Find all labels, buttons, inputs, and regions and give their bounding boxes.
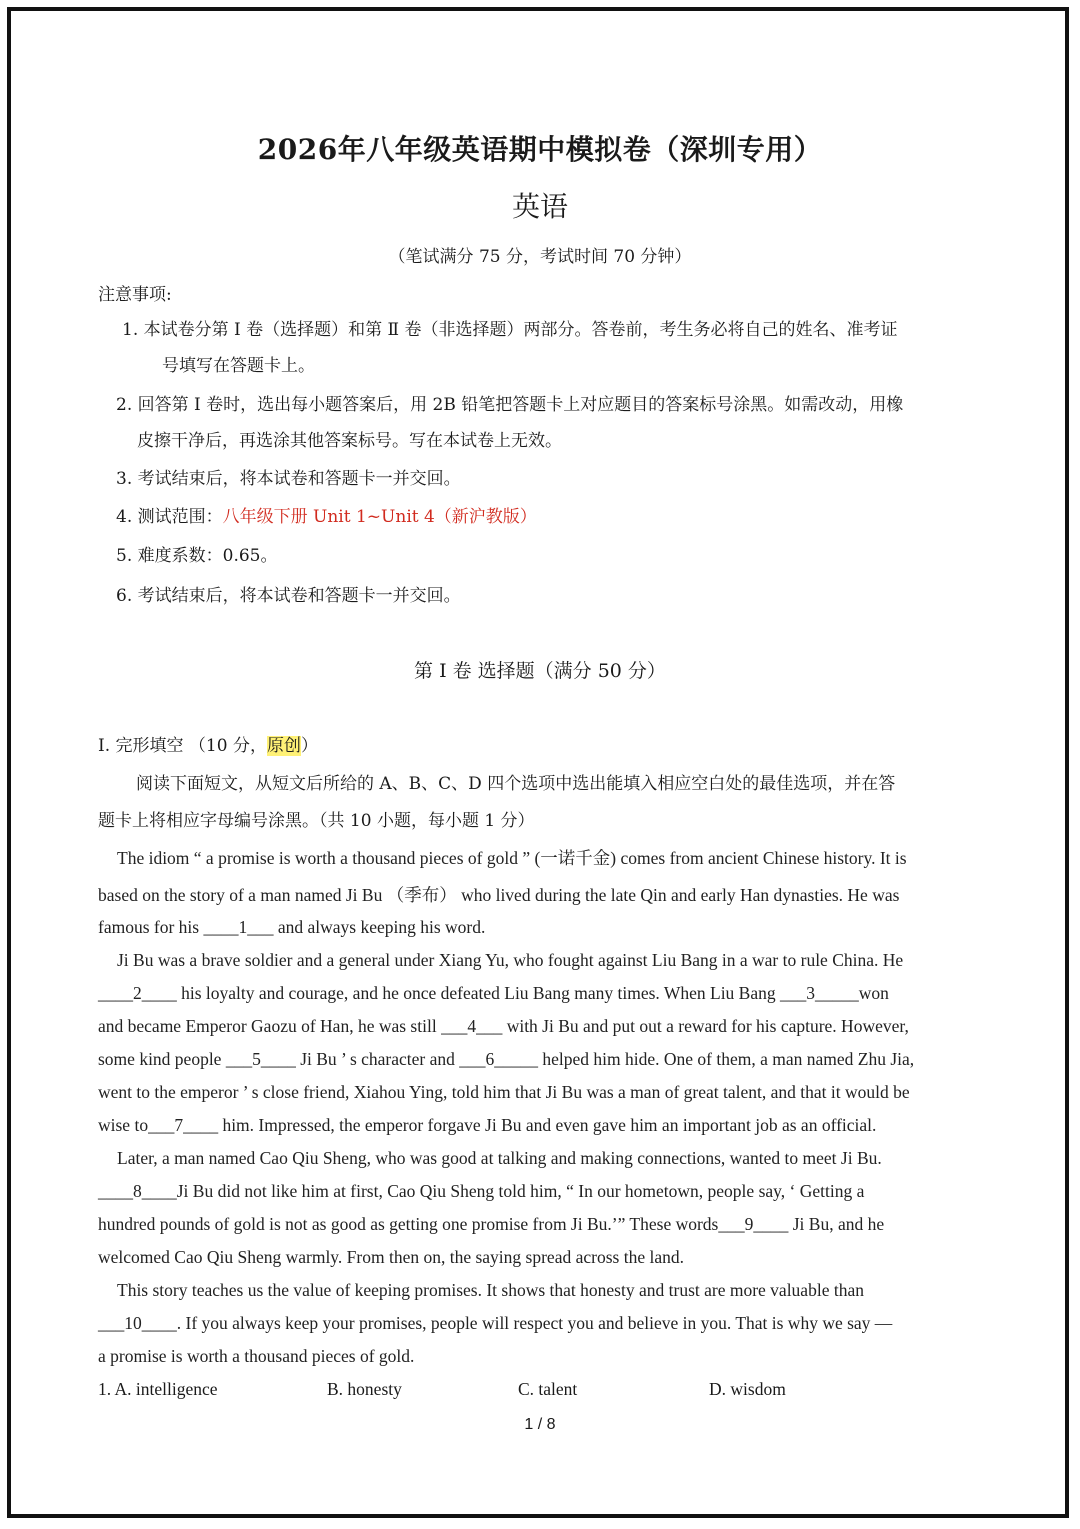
passage-line: This story teaches us the value of keeping promises. It shows that honesty and trust are more valuable than: [117, 1280, 864, 1300]
passage-line: and became Emperor Gaozu of Han, he was still ___4___ with Ji Bu and put out a reward for his capture. However,: [98, 1016, 909, 1036]
option-1b: B. honesty: [327, 1379, 402, 1399]
part-title-suffix: ）: [300, 736, 318, 756]
section-title: 第 Ⅰ 卷 选择题（满分 50 分）: [414, 660, 666, 682]
notice-item-5: 5. 难度系数：0.65。: [116, 546, 278, 566]
passage-line: welcomed Cao Qiu Sheng warmly. From then on, the saying spread across the land.: [98, 1247, 684, 1267]
passage-line: The idiom “ a promise is worth a thousand pieces of gold ” (一诺千金) comes from ancient Chinese history. It is: [117, 848, 907, 868]
passage-line: Ji Bu was a brave soldier and a general under Xiang Yu, who fought against Liu Bang in a war to rule China. He: [117, 950, 904, 970]
notice-item-2-line-2: 皮擦干净后，再选涂其他答案标号。写在本试卷上无效。: [137, 431, 562, 451]
instruction-line-2: 题卡上将相应字母编号涂黑。（共 10 小题，每小题 1 分）: [98, 811, 535, 831]
passage-line: a promise is worth a thousand pieces of gold.: [98, 1346, 415, 1366]
passage-line: some kind people ___5____ Ji Bu ’ s character and ___6_____ helped him hide. One of them, a man named Zhu Jia,: [98, 1049, 915, 1069]
option-1c: C. talent: [518, 1379, 578, 1399]
notice-heading: 注意事项:: [98, 285, 172, 305]
passage-line: ____8____Ji Bu did not like him at first, Cao Qiu Sheng told him, “ In our hometown, people say, ‘ Getting a: [98, 1181, 865, 1201]
passage-line: based on the story of a man named Ji Bu （季布） who lived during the late Qin and early Han dynasties. He was: [98, 885, 900, 905]
passage-line: Later, a man named Cao Qiu Sheng, who was good at talking and making connections, wanted to meet Ji Bu.: [117, 1148, 882, 1168]
passage-line: ____2____ his loyalty and courage, and he once defeated Liu Bang many times. When Liu Bang ___3_____won: [98, 983, 889, 1003]
notice-item-4: [116, 505, 537, 529]
exam-title: 2026年八年级英语期中模拟卷（深圳专用）: [257, 133, 823, 166]
score-info: （笔试满分 75 分，考试时间 70 分钟）: [388, 247, 692, 267]
notice-item-4-prefix: 4. 测试范围：: [116, 507, 223, 527]
test-range: 八年级下册 Unit 1~Unit 4（新沪教版）: [222, 507, 537, 527]
passage-line: hundred pounds of gold is not as good as getting one promise from Ji Bu.’” These words___9____ Ji Bu, and he: [98, 1214, 885, 1234]
notice-item-6: 6. 考试结束后，将本试卷和答题卡一并交回。: [116, 586, 461, 606]
notice-item-1-line-2: 号填写在答题卡上。: [162, 356, 315, 376]
option-1d: D. wisdom: [709, 1379, 786, 1399]
subject-title: 英语: [511, 190, 568, 223]
passage-line: went to the emperor ’ s close friend, Xiahou Ying, told him that Ji Bu was a man of great talent, and that it would be: [98, 1082, 910, 1102]
part-title-prefix: I. 完形填空 （10 分，: [98, 736, 267, 756]
notice-item-1-line-1: 1. 本试卷分第 Ⅰ 卷（选择题）和第 Ⅱ 卷（非选择题）两部分。答卷前，考生务必将自己的姓名、准考证: [122, 320, 898, 340]
notice-item-2-line-1: 2. 回答第 Ⅰ 卷时，选出每小题答案后，用 2B 铅笔把答题卡上对应题目的答案标号涂黑。如需改动，用橡: [116, 395, 904, 415]
notice-item-3: 3. 考试结束后，将本试卷和答题卡一并交回。: [116, 469, 461, 489]
instruction-line-1: 阅读下面短文，从短文后所给的 A、B、C、D 四个选项中选出能填入相应空白处的最佳选项，并在答: [136, 774, 896, 794]
passage-line: famous for his ____1___ and always keeping his word.: [98, 917, 486, 937]
passage-line: wise to___7____ him. Impressed, the emperor forgave Ji Bu and even gave him an important job as an official.: [98, 1115, 877, 1135]
original-tag: 原创: [266, 736, 301, 756]
option-1a: 1. A. intelligence: [98, 1379, 218, 1399]
part-title: [98, 731, 318, 756]
page-number: 1 / 8: [524, 1416, 556, 1433]
passage-line: ___10____. If you always keep your promises, people will respect you and believe in you. That is why we say —: [98, 1313, 893, 1333]
